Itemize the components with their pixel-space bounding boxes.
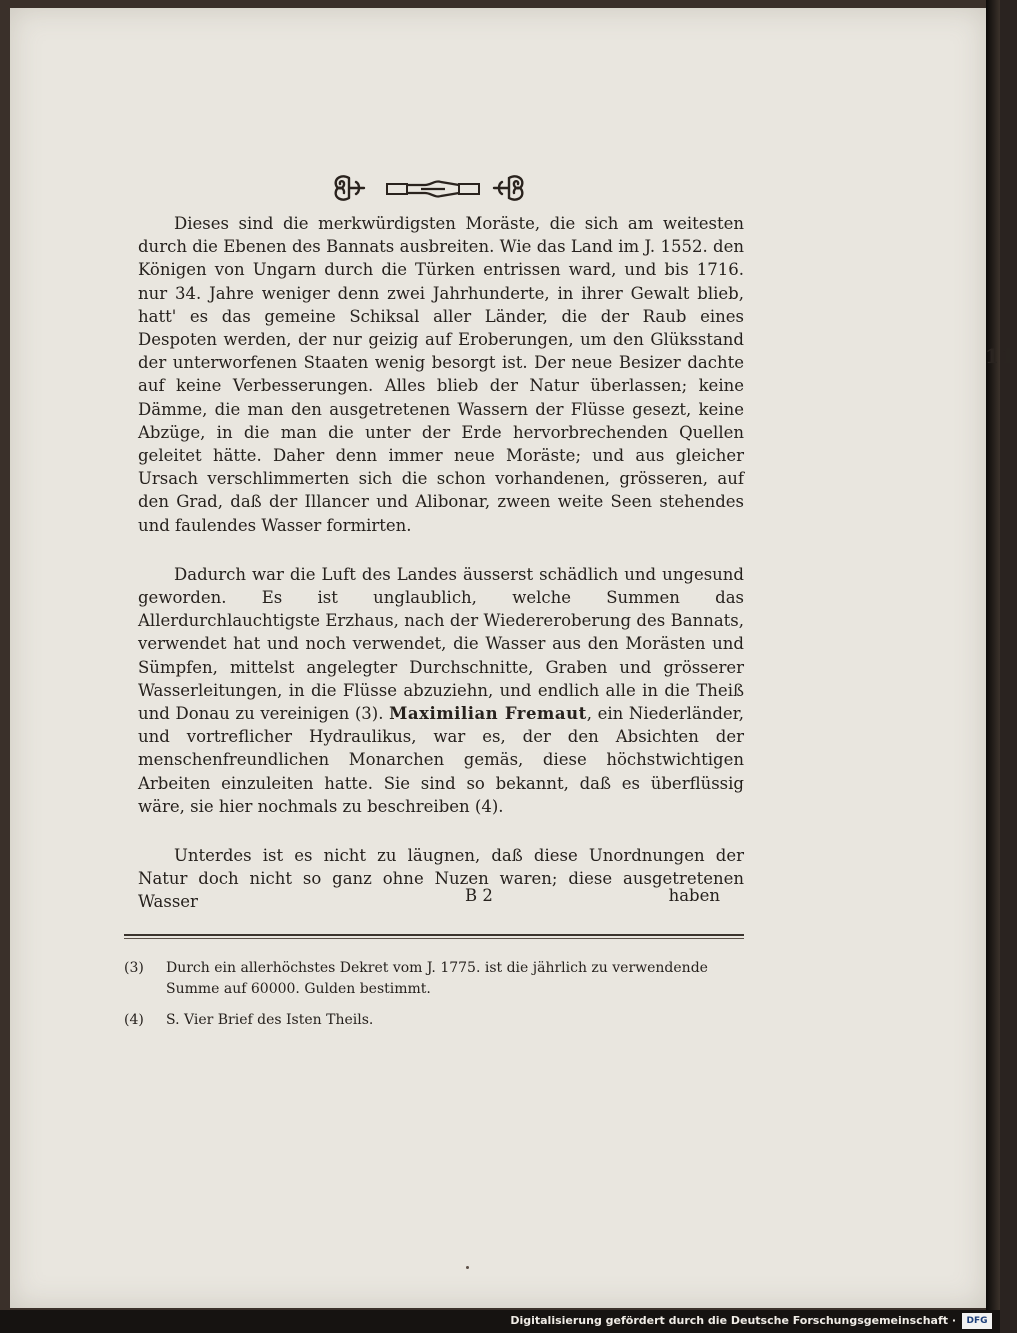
footnote-4 (124, 1010, 744, 1031)
main-text (138, 212, 744, 914)
paper-speck (466, 1266, 469, 1269)
footnote-marker: (4) (124, 1012, 144, 1028)
paragraph-2-text-a: Dadurch war die Luft des Landes äusserst schädlich und ungesund geworden. Es ist unglaublich, welche Summen das Allerdurchlauchtigste Erzhaus, nach der Wiedereroberung des Bannats, verwendet hat und noch verwendet, die Wasser aus den Morästen und Sümpfen, mittelst angelegter Durchschnitte, Graben und grösserer Wasserleitungen, in die Flüsse abzuziehn, und endlich alle in die Theiß und Donau zu vereinigen (3). (138, 564, 744, 724)
divider-thin-line (124, 938, 744, 939)
fleuron-icon (330, 174, 368, 202)
credit-text: Digitalisierung gefördert durch die Deutsche Forschungsgemeinschaft · (510, 1314, 956, 1327)
page-edge-shadow (986, 0, 1000, 1325)
paragraph-3: Unterdes ist es nicht zu läugnen, daß diese Unordnungen der Natur doch nicht so ganz ohne Nuzen waren; diese ausgetretenen Wasser (138, 846, 744, 912)
paragraph-2 (138, 563, 744, 818)
paragraph-2-text-b: , ein Niederländer, und vortreflicher Hydraulikus, war es, der den Absichten der menschenfreundlichen Monarchen gemäs, diese höchstwichtigen Arbeiten einzuleiten hatte. Sie sind so bekannt, daß es überflüssig wäre, sie hier nochmals zu beschreiben (4). (138, 704, 745, 816)
header-ornament (330, 168, 1017, 368)
footnote-3 (124, 958, 744, 1000)
footnotes (124, 958, 744, 1041)
divider-thick-line (124, 934, 744, 936)
credit-bar (0, 1310, 1000, 1333)
clasped-hands-icon (385, 176, 481, 202)
fleuron-icon (490, 174, 528, 202)
person-name: Maximilian Fremaut (389, 704, 587, 724)
paragraph-1: Dieses sind die merkwürdigsten Moräste, die sich am weitesten durch die Ebenen des Bannats ausbreiten. Wie das Land im J. 1552. den Königen von Ungarn durch die Türken entrissen ward, und bis 1716. nur 34. Jahre weniger denn zwei Jahrhunderte, in ihrer Gewalt blieb, hatt' es das gemeine Schiksal aller Länder, die der Raub eines Despoten werden, der nur geizig auf Eroberungen, um den Glüksstand der unterworfenen Staaten wenig besorgt ist. Der neue Besizer dachte auf keine Verbesserungen. Alles blieb der Natur überlassen; keine Dämme, die man den ausgetretenen Wassern der Flüsse gesezt, keine Abzüge, in die man die unter der Erde hervorbrechenden Quellen geleitet hätte. Daher denn immer neue Moräste; und aus gleicher Ursach verschlimmerten sich die schon vorhandenen, grösseren, auf den Grad, daß der Illancer und Alibonar, zween weite Seen stehendes und faulendes Wasser formirten. (138, 214, 744, 535)
dfg-logo-icon[interactable]: DFG (962, 1313, 992, 1329)
page-foot-line (138, 886, 744, 912)
footnote-text: Durch ein allerhöchstes Dekret vom J. 1775. ist die jährlich zu verwendende Summe auf 60000. Gulden bestimmt. (166, 960, 708, 997)
footnote-marker: (3) (124, 960, 144, 976)
catchword: haben (668, 886, 720, 905)
footnote-text: S. Vier Brief des Isten Theils. (166, 1012, 374, 1028)
signature-mark: B 2 (465, 886, 493, 905)
footnote-divider (124, 934, 744, 942)
page-number: 11 (985, 344, 1017, 368)
